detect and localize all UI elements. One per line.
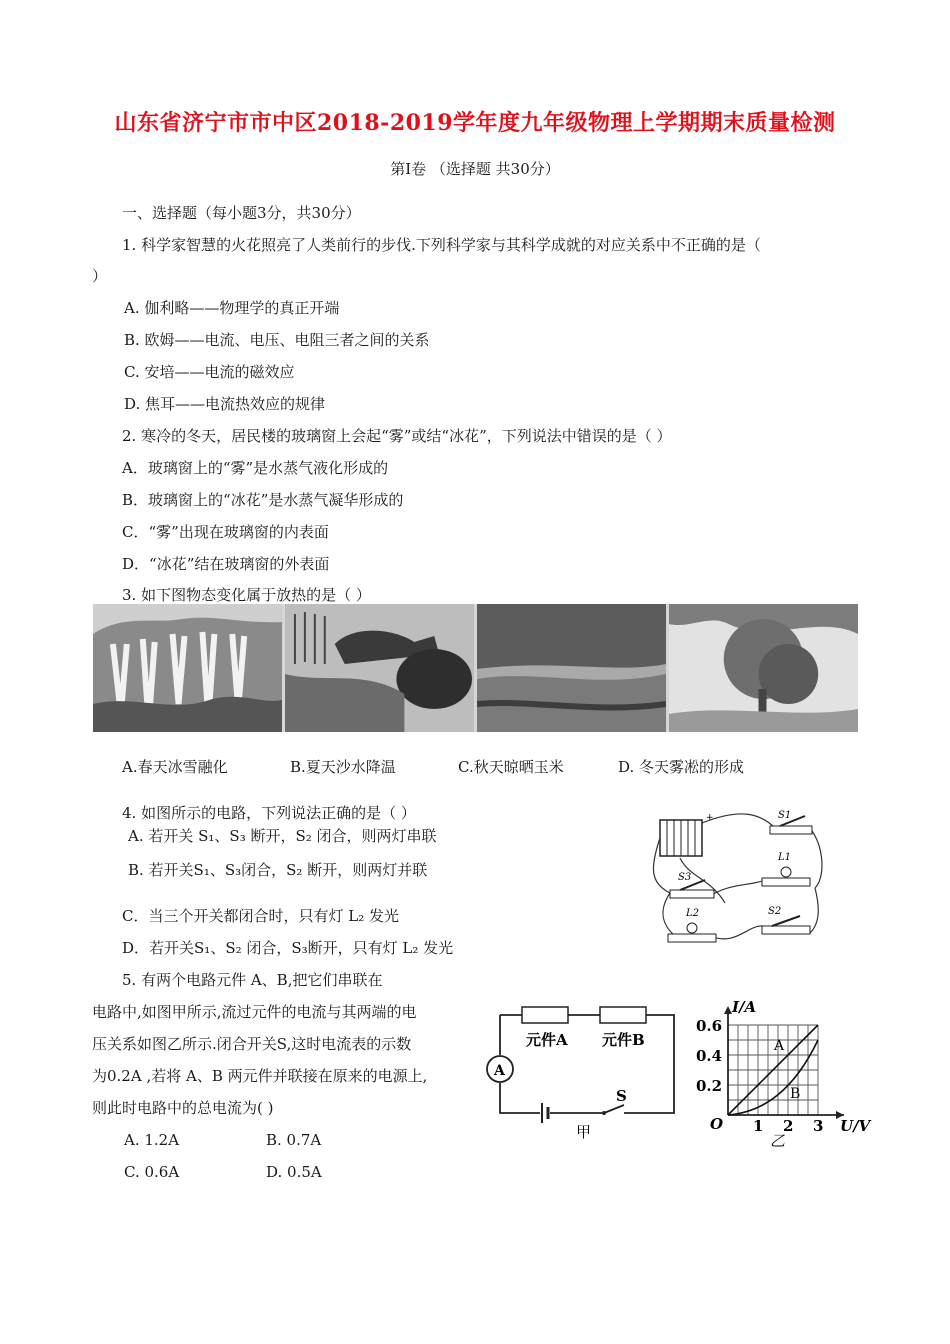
q2-option-d: D．“冰花”结在玻璃窗的外表面 (122, 555, 330, 573)
q5-stem-line-1: 5. 有两个电路元件 A、B,把它们串联在 (122, 971, 383, 989)
q1-option-a: A. 伽利略——物理学的真正开端 (124, 299, 340, 317)
x-tick-1: 1 (753, 1117, 764, 1135)
x-axis-label: U/V (840, 1117, 871, 1135)
q4-option-c: C．当三个开关都闭合时，只有灯 L₂ 发光 (122, 907, 399, 925)
curve-b-label: B (790, 1086, 801, 1102)
q2-option-c: C．“雾”出现在玻璃窗的内表面 (122, 523, 329, 541)
q1-stem: 1. 科学家智慧的火花照亮了人类前行的步伐.下列科学家与其科学成就的对应关系中不正确的是（ (122, 236, 761, 254)
q3-option-b: B.夏天沙水降温 (290, 758, 396, 776)
q3-photo-strip (93, 604, 858, 732)
element-b-label: 元件B (602, 1031, 645, 1049)
q1-option-c: C. 安培——电流的磁效应 (124, 363, 295, 381)
q5-option-a: A. 1.2A (124, 1131, 180, 1149)
y-tick-0.4: 0.4 (696, 1047, 723, 1065)
l1-label: L1 (778, 852, 792, 863)
ammeter-label: A (494, 1063, 505, 1079)
y-tick-0.6: 0.6 (696, 1017, 723, 1035)
q3-stem: 3. 如下图物态变化属于放热的是（ ） (122, 586, 371, 604)
q4-option-a: A. 若开关 S₁、S₃ 断开，S₂ 闭合，则两灯串联 (128, 827, 437, 845)
q5-option-c: C. 0.6A (124, 1163, 180, 1181)
s1-label: S1 (778, 810, 792, 821)
s2-label: S2 (768, 906, 782, 917)
q4-option-d: D．若开关S₁、S₂ 闭合，S₃断开，只有灯 L₂ 发光 (122, 939, 454, 957)
q2-option-b: B．玻璃窗上的“冰花”是水蒸气凝华形成的 (122, 491, 404, 509)
curve-b (728, 1040, 818, 1115)
x-tick-3: 3 (813, 1117, 824, 1135)
exam-title: 山东省济宁市市中区2018-2019学年度九年级物理上学期期末质量检测 (114, 110, 836, 136)
q4-stem: 4. 如图所示的电路，下列说法正确的是（ ） (122, 804, 416, 822)
sand-water-photo (285, 604, 474, 732)
q5-option-b: B. 0.7A (266, 1131, 322, 1149)
s3-label: S3 (678, 872, 692, 883)
melting-ice-photo (93, 604, 282, 732)
origin-label: O (710, 1115, 724, 1133)
q5-stem-line-3: 压关系如图乙所示.闭合开关S,这时电流表的示数 (92, 1035, 412, 1053)
q5-stem-line-2: 电路中,如图甲所示,流过元件的电流与其两端的电 (92, 1003, 417, 1021)
y-tick-0.2: 0.2 (696, 1077, 723, 1095)
q1-option-b: B. 欧姆——电流、电压、电阻三者之间的关系 (124, 331, 430, 349)
curve-a-label: A (774, 1038, 785, 1054)
svg-text:+: + (706, 813, 714, 823)
q3-option-c: C.秋天晾晒玉米 (458, 758, 564, 776)
q1-option-d: D. 焦耳——电流热效应的规律 (124, 395, 326, 413)
q4-circuit-figure (650, 808, 830, 953)
q2-stem: 2. 寒冷的冬天，居民楼的玻璃窗上会起“雾”或结“冰花”，下列说法中错误的是（ ） (122, 427, 672, 445)
q5-option-d: D. 0.5A (266, 1163, 322, 1181)
frost-tree-photo (669, 604, 858, 732)
y-axis-label: I/A (732, 1000, 757, 1016)
circuit-caption: 甲 (576, 1123, 592, 1140)
x-tick-2: 2 (783, 1117, 794, 1135)
switch-label: S (616, 1087, 627, 1105)
l2-label: L2 (686, 908, 700, 919)
drying-corn-photo (477, 604, 666, 732)
q3-option-d: D. 冬天雾凇的形成 (618, 758, 745, 776)
battery-pack (660, 813, 714, 856)
q5-stem-line-4: 为0.2A ,若将 A、B 两元件并联接在原来的电源上, (92, 1067, 428, 1085)
q5-stem-line-5: 则此时电路中的总电流为( ) (92, 1099, 274, 1117)
q5-iu-graph (694, 1000, 884, 1150)
section-heading: 一、选择题（每小题3分，共30分） (122, 204, 361, 222)
volume-subtitle: 第Ⅰ卷 （选择题 共30分） (390, 160, 560, 178)
q2-option-a: A．玻璃窗上的“雾”是水蒸气液化形成的 (122, 459, 389, 477)
q5-circuit-jia (484, 1005, 684, 1140)
element-a-label: 元件A (526, 1031, 568, 1049)
graph-caption: 乙 (770, 1132, 786, 1150)
q1-stem-end: ） (92, 267, 108, 285)
q4-option-b: B. 若开关S₁、S₃闭合，S₂ 断开，则两灯并联 (128, 861, 428, 879)
q3-option-a: A.春天冰雪融化 (122, 758, 228, 776)
